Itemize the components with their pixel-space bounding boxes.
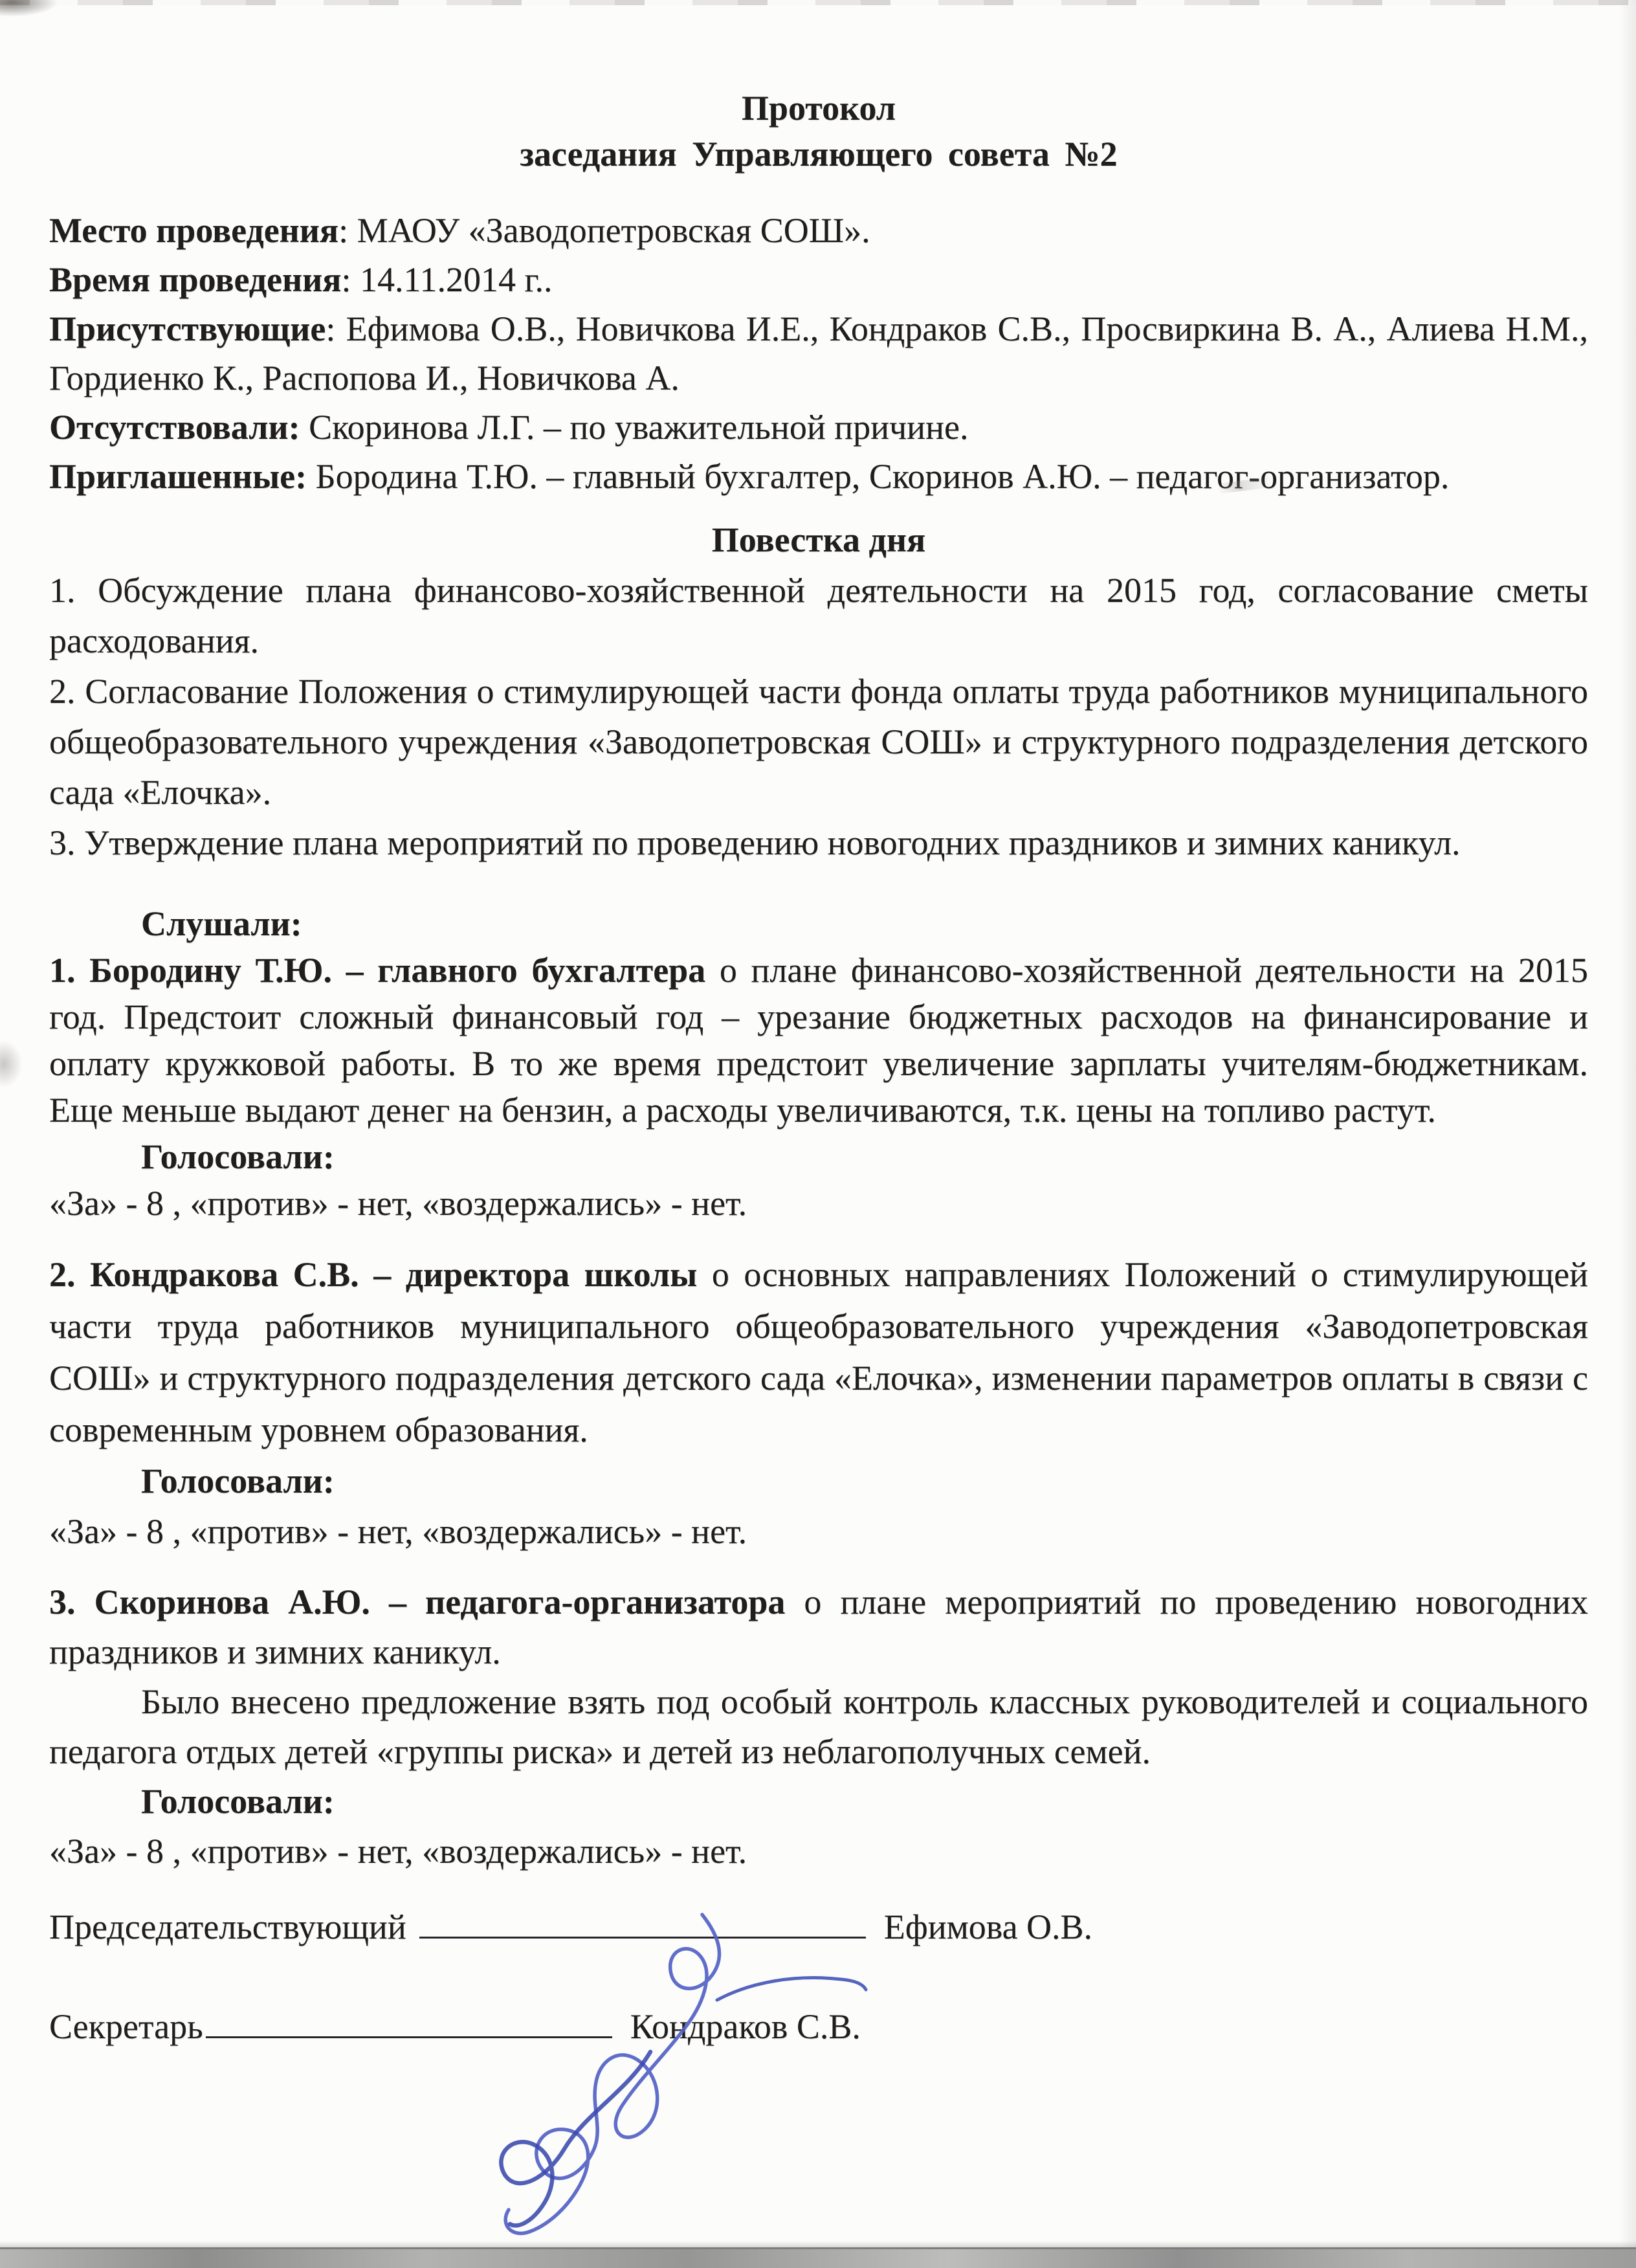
hearing-text-1: о плане финансово-хозяйственной деятельности на 2015 год. Предстоит сложный финансовый год – урезание бюджетных расходов на финансирование и оплату кружковой работы. В то же время предстоит увеличение зарплаты учителям-бюджетникам. Еще меньше выдают денег на бензин, а расходы увеличиваются, т.к. цены на топливо растут. bbox=[49, 951, 1588, 1129]
hearing-speaker-3: 3. Скоринова А.Ю. – педагога-организатора bbox=[49, 1583, 786, 1621]
scan-artifact-bottom-fade bbox=[0, 2241, 1636, 2247]
title-line-1: Протокол bbox=[741, 89, 896, 128]
vote-result-2: «За» - 8 , «против» - нет, «воздержались» - нет. bbox=[49, 1512, 747, 1551]
document-title bbox=[49, 85, 1588, 177]
title-line-2: заседания Управляющего совета №2 bbox=[520, 135, 1118, 173]
agenda-item-1: 1. Обсуждение плана финансово-хозяйственной деятельности на 2015 год, согласование сметы расходования. bbox=[49, 571, 1588, 660]
vote-block-2 bbox=[49, 1456, 1588, 1557]
meta-block bbox=[49, 206, 1588, 501]
signature-stroke-lower bbox=[501, 2052, 650, 2225]
secretary-label: Секретарь bbox=[49, 2007, 203, 2046]
hearing-paragraph-2 bbox=[49, 1249, 1588, 1456]
signature-block bbox=[49, 1904, 1588, 2050]
hearing-paragraph-1 bbox=[49, 947, 1588, 1133]
meta-label-location: Место проведения bbox=[49, 211, 339, 250]
vote-heading-3: Голосовали: bbox=[141, 1782, 335, 1821]
meta-value-time: : 14.11.2014 г.. bbox=[341, 260, 553, 299]
vote-block-3 bbox=[49, 1777, 1588, 1876]
vote-heading-2: Голосовали: bbox=[141, 1462, 335, 1500]
vote-result-1: «За» - 8 , «против» - нет, «воздержались» - нет. bbox=[49, 1184, 747, 1223]
meta-line-location bbox=[49, 206, 1588, 255]
scan-artifact-bottom-band bbox=[0, 2247, 1636, 2268]
meta-label-absent: Отсутствовали: bbox=[49, 408, 300, 447]
vote-result-3: «За» - 8 , «против» - нет, «воздержались» - нет. bbox=[49, 1832, 747, 1871]
hearing-speaker-2: 2. Кондракова С.В. – директора школы bbox=[49, 1255, 698, 1294]
vote-heading-1: Голосовали: bbox=[141, 1137, 335, 1176]
agenda-item-2: 2. Согласование Положения о стимулирующей части фонда оплаты труда работников муниципального общеобразовательного учреждения «Заводопетровская СОШ» и структурного подразделения детского сада «Елочка». bbox=[49, 672, 1588, 812]
scan-artifact-right-edge bbox=[1619, 0, 1636, 2268]
signature-row-secretary bbox=[49, 2003, 1588, 2050]
meta-line-present bbox=[49, 304, 1588, 403]
chair-label: Председательствующий bbox=[49, 1907, 406, 1946]
meta-label-present: Присутствующие bbox=[49, 309, 326, 348]
hearing-note-3: Было внесено предложение взять под особый контроль классных руководителей и социального педагога отдых детей «группы риска» и детей из неблагополучных семей. bbox=[49, 1682, 1588, 1771]
meta-line-time bbox=[49, 255, 1588, 304]
hearing-paragraph-3 bbox=[49, 1577, 1588, 1677]
meta-label-time: Время проведения bbox=[49, 260, 342, 299]
meta-line-absent bbox=[49, 403, 1588, 452]
hearing-speaker-1: 1. Бородину Т.Ю. – главного бухгалтера bbox=[49, 951, 706, 990]
hearing-text-2: о основных направлениях Положений о стимулирующей части труда работников муниципального общеобразовательного учреждения «Заводопетровская СОШ» и структурного подразделения детского сада «Елочка», изменении параметров оплаты в связи с современным уровнем образования. bbox=[49, 1255, 1588, 1449]
chair-name: Ефимова О.В. bbox=[883, 1907, 1093, 1946]
document-body bbox=[49, 85, 1588, 2050]
meta-value-present: : Ефимова О.В., Новичкова И.Е., Кондраков С.В., Просвиркина В. А., Алиева Н.М., Гордиенко К., Распопова И., Новичкова А. bbox=[49, 309, 1588, 397]
hearings-heading: Слушали: bbox=[141, 904, 302, 943]
secretary-signature-line bbox=[206, 2003, 612, 2038]
chair-signature-line bbox=[419, 1904, 866, 1939]
meta-line-invited bbox=[49, 452, 1588, 501]
signature-row-chair bbox=[49, 1904, 1588, 1950]
agenda-heading: Повестка дня bbox=[711, 520, 926, 559]
secretary-name: Кондраков С.В. bbox=[630, 2007, 861, 2046]
meta-label-invited: Приглашенные: bbox=[49, 457, 307, 496]
scan-artifact-left-smudge bbox=[0, 1041, 22, 1087]
meta-value-absent: Скоринова Л.Г. – по уважительной причине. bbox=[300, 408, 969, 447]
scan-artifact-top-edge bbox=[0, 0, 1636, 5]
vote-block-1 bbox=[49, 1133, 1588, 1227]
hearing-text-3: о плане мероприятий по проведению новогодних праздников и зимних каникул. bbox=[49, 1583, 1588, 1671]
meta-value-invited: Бородина Т.Ю. – главный бухгалтер, Скоринов А.Ю. – педагог-организатор. bbox=[307, 457, 1450, 496]
meta-value-location: : МАОУ «Заводопетровская СОШ». bbox=[338, 211, 870, 250]
agenda-item-3: 3. Утверждение плана мероприятий по проведению новогодних праздников и зимних каникул. bbox=[49, 823, 1461, 862]
scan-artifact-corner bbox=[0, 0, 58, 17]
